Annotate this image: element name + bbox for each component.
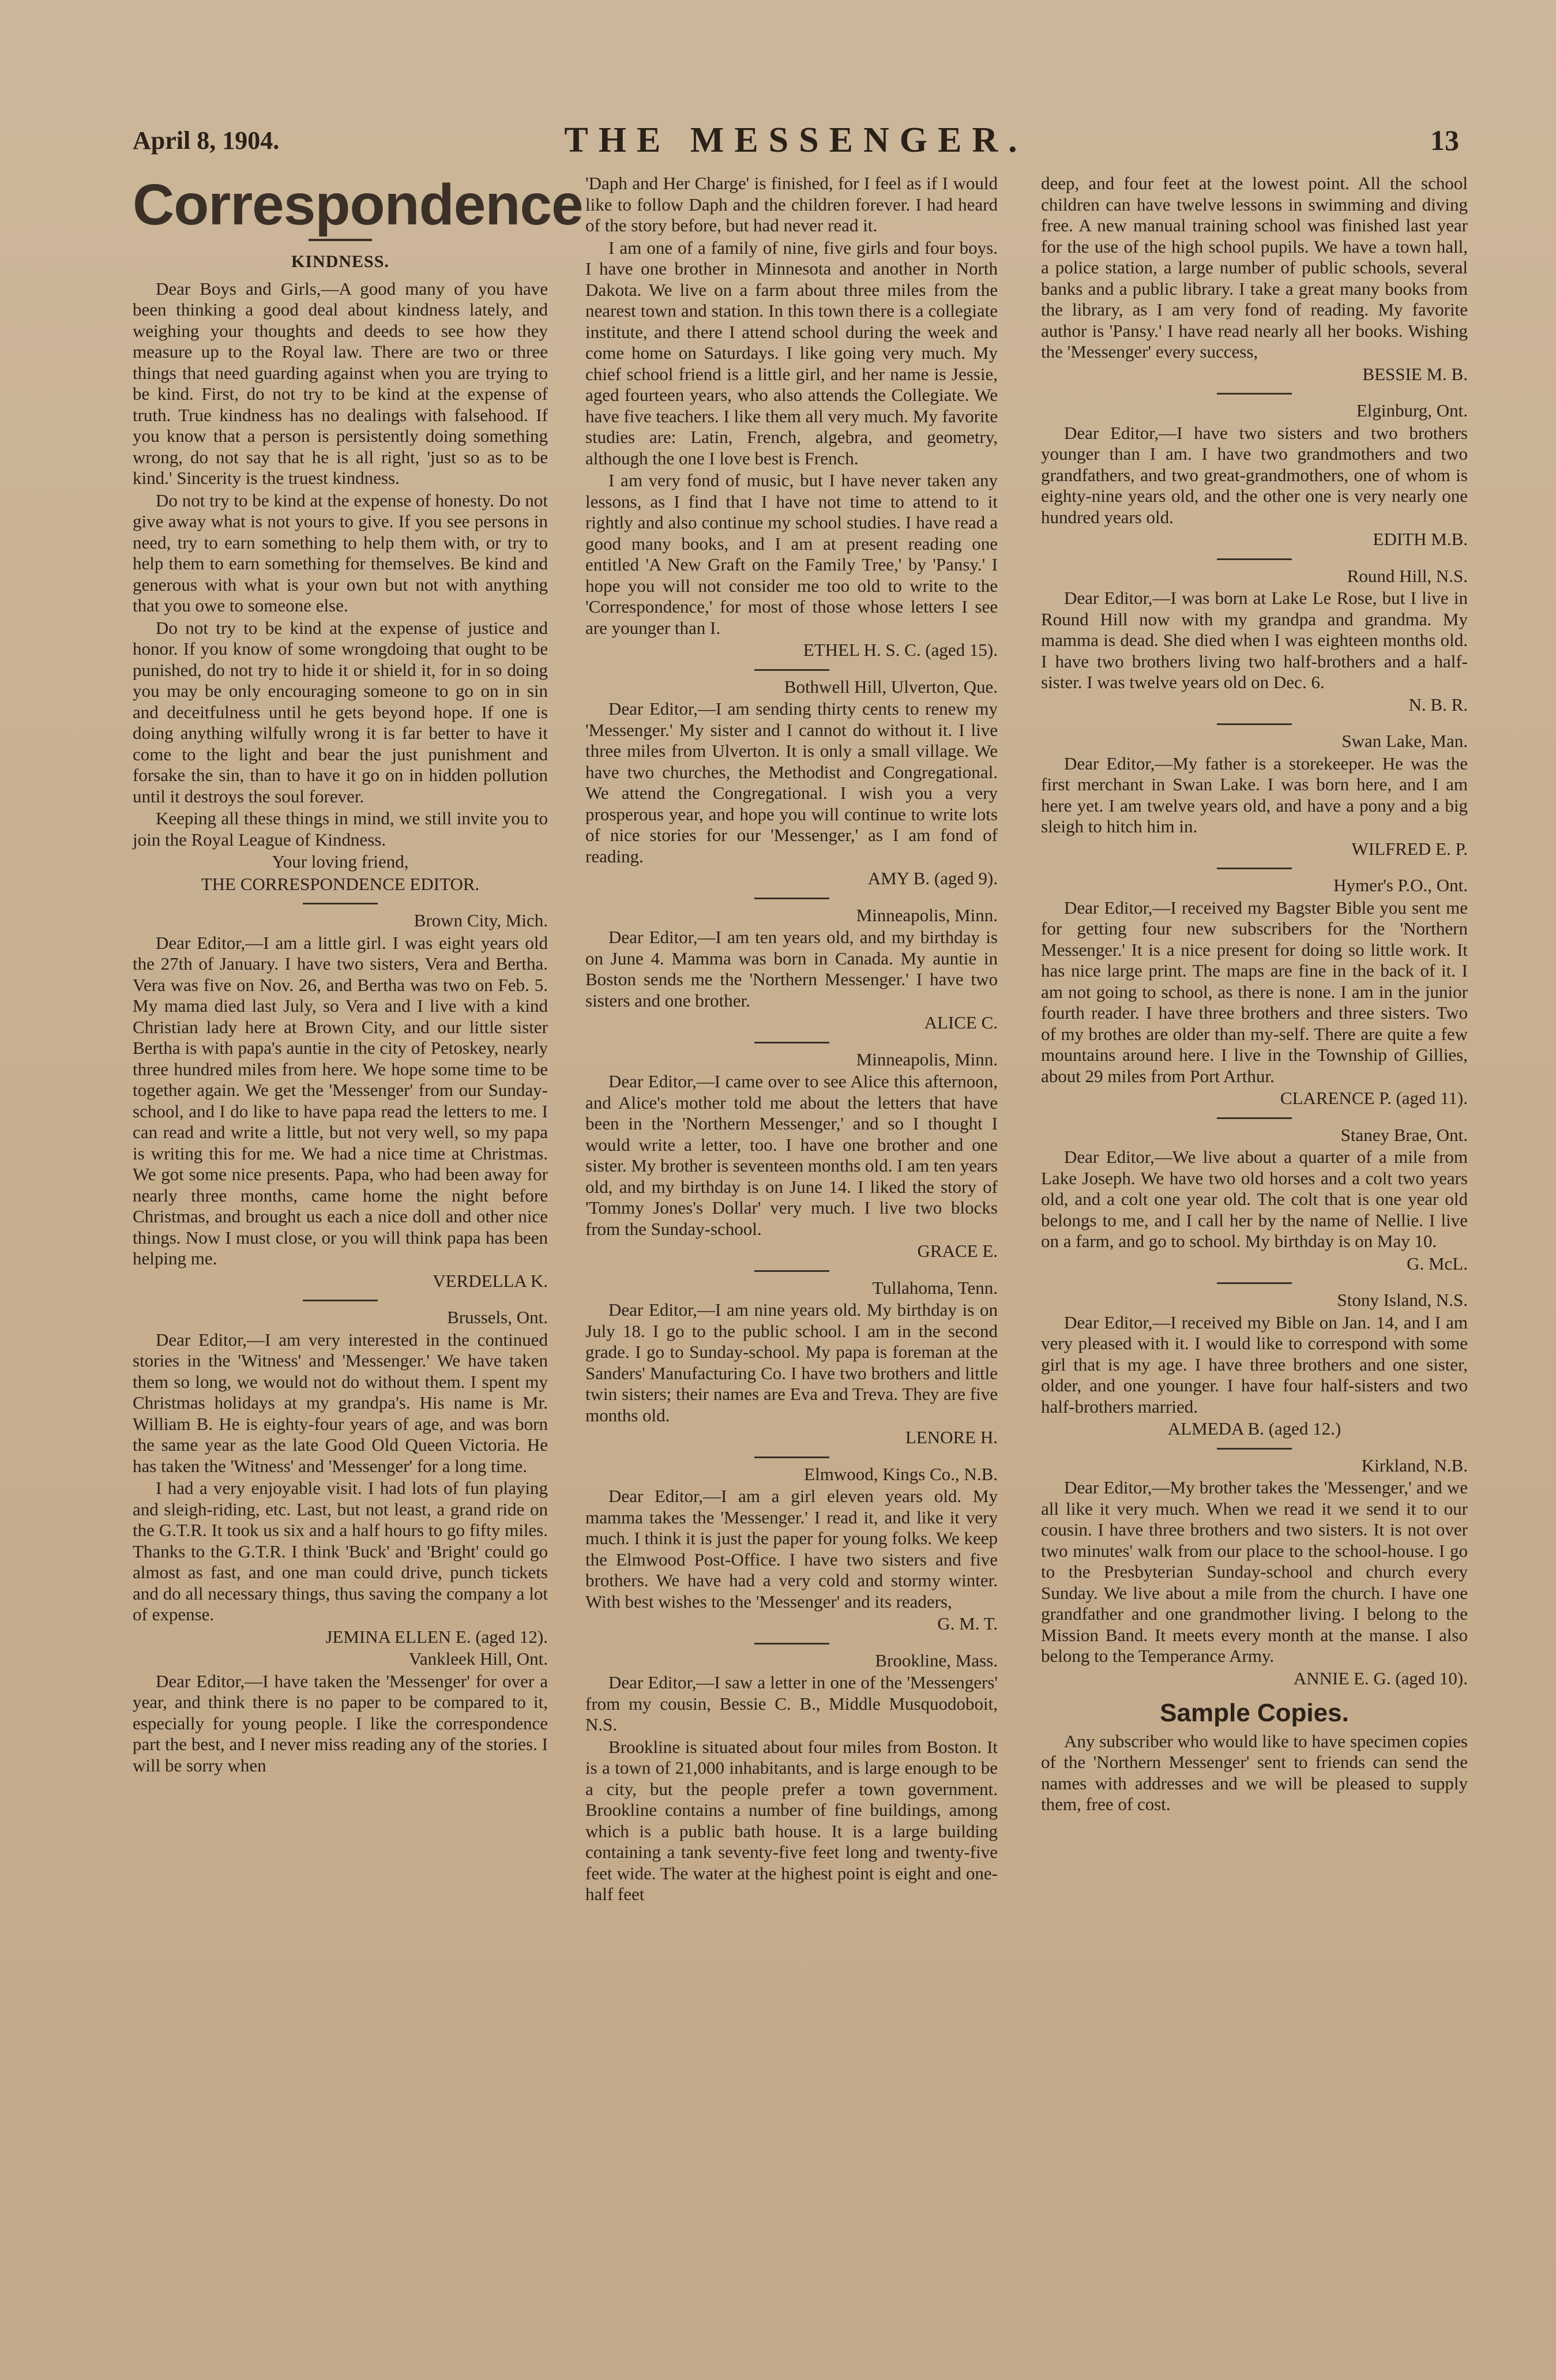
letter-place: Bothwell Hill, Ulverton, Que. [784, 676, 998, 697]
divider [303, 903, 378, 904]
letter-place: Staney Brae, Ont. [1340, 1124, 1468, 1145]
divider [1217, 1282, 1292, 1284]
letter-body: deep, and four feet at the lowest point. All the school children can have twelve lessons in swimming and diving free. A new manual training school was finished last year for the use of the high school pupils. We have a town hall, a police station, a large number of public schools, several banks and a public library. I take a great many books from the library, as I am very fond of reading. My favorite author is 'Pansy.' I have read nearly all her books. Wishing the 'Messenger' every success, [1041, 173, 1468, 362]
letter-body: Dear Editor,—I received my Bible on Jan. 14, and I am very pleased with it. I would like to correspond with some girl that is my age. I have three brothers and one sister, older, and one younger. I have four half-sisters and two half-brothers married. [1041, 1312, 1468, 1417]
letter-body: Dear Editor,—We live about a quarter of a mile from Lake Joseph. We have two old horses and a colt two years old, and a colt one year old. The colt that is one year old belongs to me, and I call her by the name of Nellie. I live on a farm, and go to school. My birthday is on May 10. [1041, 1147, 1468, 1251]
page-header [133, 120, 1459, 166]
divider [754, 1042, 829, 1043]
letter-signature: G. M. T. [937, 1613, 998, 1634]
issue-date: April 8, 1904. [133, 126, 280, 155]
letter-body: Dear Editor,—I am sending thirty cents to renew my 'Messenger.' My sister and I cannot do without it. I live three miles from Ulverton. It is only a small village. We have two churches, the Methodist and Congregational. We attend the Congregational. I wish you a very prosperous year, and hope you will continue to write lots of nice stories for our 'Messenger,' as I am fond of reading. [585, 699, 998, 866]
letter-signature: ANNIE E. G. (aged 10). [1293, 1668, 1468, 1688]
letter-body: I had a very enjoyable visit. I had lots of fun playing and sleigh-riding, etc. Last, but not least, a grand ride on the G.T.R. It took us six and a half hours to go fifty miles. Thanks to the G.T.R. I think 'Buck' and 'Bright' could go almost as fast, and one man could drive, punch tickets and do all necessary things, thus saving the company a lot of expense. [133, 1478, 548, 1624]
editorial-paragraph: Dear Boys and Girls,—A good many of you have been thinking a good deal about kindness lately, and weighing your thoughts and deeds to see how they measure up to the Royal law. There are two or three things that need guarding against when you are trying to be kind. First, do not try to be kind at the expense of truth. True kindness has no dealings with falsehood. If you know that a person is persistently doing something wrong, do not say that he is all right, 'just so as to be kind.' Sincerity is the truest kindness. [133, 278, 548, 488]
divider [303, 1300, 378, 1301]
kindness-heading: KINDNESS. [291, 252, 389, 271]
divider [1217, 558, 1292, 560]
letter-place: Swan Lake, Man. [1341, 731, 1468, 751]
divider [1217, 1117, 1292, 1119]
letter-place: Brussels, Ont. [447, 1307, 548, 1327]
letter-signature: EDITH M.B. [1373, 529, 1468, 549]
letter-body: Dear Editor,—I am ten years old, and my birthday is on June 4. Mamma was born in Canada. My auntie in Boston sends me the 'Northern Messenger.' I have two sisters and one brother. [585, 927, 998, 1011]
letter-signature: BESSIE M. B. [1362, 363, 1468, 384]
letter-body: Dear Editor,—My father is a storekeeper. He was the first merchant in Swan Lake. I was born here, and I am here yet. I am twelve years old, and have a pony and a big sleigh to hitch him in. [1041, 753, 1468, 836]
letter-signature: G. McL. [1407, 1253, 1468, 1274]
letter-signature: ALMEDA B. (aged 12.) [1167, 1418, 1341, 1439]
letter-body: Dear Editor,—I saw a letter in one of the 'Messengers' from my cousin, Bessie C. B., Middle Musquodoboit, N.S. [585, 1672, 998, 1735]
letter-place: Minneapolis, Minn. [856, 904, 998, 925]
letter-signature: JEMINA ELLEN E. (aged 12). [325, 1626, 548, 1647]
divider [1217, 868, 1292, 869]
letter-place: Minneapolis, Minn. [856, 1049, 998, 1069]
divider [754, 1643, 829, 1645]
sample-copies-notice: Any subscriber who would like to have specimen copies of the 'Northern Messenger' sent to friends can send the names with addresses and we will be pleased to supply them, free of cost. [1041, 1730, 1468, 1814]
letter-signature: N. B. R. [1408, 694, 1468, 715]
letter-body: Dear Editor,—I am very interested in the continued stories in the 'Witness' and 'Messenger.' We have taken them so long, we would not do without them. I spent my Christmas holidays at my grandpa's. His name is Mr. William B. He is eighty-four years of age, and was born the same year as the late Good Old Queen Victoria. He has taken the 'Witness' and 'Messenger' for a long time. [133, 1329, 548, 1476]
letter-place: Elmwood, Kings Co., N.B. [804, 1463, 998, 1484]
page-number: 13 [1430, 124, 1459, 156]
letter-signature: ALICE C. [924, 1012, 998, 1033]
letter-place: Brookline, Mass. [875, 1650, 998, 1670]
divider [1217, 393, 1292, 395]
title-rule [309, 239, 372, 241]
divider [754, 898, 829, 899]
letter-body: I am very fond of music, but I have never taken any lessons, as I find that I have not time to attend to it rightly and also continue my school studies. I have read a good many books, and I am at present reading one entitled 'A New Graft on the Family Tree,' by 'Pansy.' I hope you will not consider me too old to write to the 'Correspondence,' for most of those whose letters I see are younger than I. [585, 470, 998, 638]
letter-signature: CLARENCE P. (aged 11). [1280, 1088, 1468, 1108]
letter-place: Elginburg, Ont. [1356, 400, 1468, 421]
letter-body: Dear Editor,—I am a little girl. I was eight years old the 27th of January. I have two sisters, Vera and Bertha. Vera was five on Nov. 26, and Bertha was two on Feb. 5. My mama died last July, so Vera and I live with a kind Christian lady here at Brown City, and our little sister Bertha is with papa's auntie in the city of Petoskey, nearly three hundred miles from here. We hope some time to be together again. We get the 'Messenger' from our Sunday-school, and I do like to have papa read the letters to me. I can read and write a little, but not very well, so my papa is writing this for me. We had a nice time at Christmas. We got some nice presents. Papa, who had been away for nearly three months, came home the night before Christmas, and brought us each a nice doll and other nice things. Now I must close, or you will think papa has been helping me. [133, 932, 548, 1268]
letter-body: Dear Editor,—My brother takes the 'Messenger,' and we all like it very much. When we read it we send it to our cousin. I have three brothers and two sisters. It is not over two minutes' walk from our place to the school-house. I go to the Presbyterian Sunday-school and church every Sunday. We live about a mile from the church. I have one grandfather and one grandmother living. I belong to the Mission Band. It meets every month at the manse. I also belong to the Temperance Army. [1041, 1477, 1468, 1666]
letter-signature: VERDELLA K. [433, 1270, 548, 1291]
divider [754, 1456, 829, 1458]
letter-place: Tullahoma, Tenn. [872, 1277, 998, 1298]
letter-signature: LENORE H. [905, 1427, 998, 1447]
column-3 [1041, 173, 1468, 1816]
column-1 [133, 172, 583, 1777]
letter-body: Dear Editor,—I have two sisters and two brothers younger than I am. I have two grandmothers and two grandfathers, and two great-grandmothers, one of whom is eighty-nine years old, and the other one is very nearly one hundred years old. [1041, 422, 1468, 527]
letter-place: Vankleek Hill, Ont. [408, 1649, 548, 1669]
divider [1217, 1448, 1292, 1450]
divider [754, 669, 829, 671]
editorial-paragraph: Do not try to be kind at the expense of honesty. Do not give away what is not yours to give. If you see persons in need, try to earn something to help them with, or try to help them to earn something for themselves. Be kind and generous with what is your own but not with anything that you owe to someone else. [133, 490, 548, 615]
letter-place: Kirkland, N.B. [1361, 1455, 1468, 1476]
letter-signature: GRACE E. [917, 1241, 998, 1261]
letter-place: Stony Island, N.S. [1337, 1290, 1468, 1310]
divider [1217, 723, 1292, 725]
editorial-paragraph: Do not try to be kind at the expense of justice and honor. If you know of some wrongdoing that ought to be punished, do not try to hide it or shield it, for in so doing you may be only encouraging someone to go on in sin and deceitfulness until he gets beyond hope. If one is doing anything wilfully wrong it is far better to have it come to the light and bear the just punishment and forsake the sin, than to have it go on in hidden pollution until it destroys the soul forever. [133, 617, 548, 806]
letter-body: Dear Editor,—I was born at Lake Le Rose, but I live in Round Hill now with my grandpa and grandma. My mamma is dead. She died when I was eighteen months old. I have two brothers living two half-brothers and a half-sister. I was twelve years old on Dec. 6. [1041, 588, 1468, 692]
divider [754, 1270, 829, 1272]
letter-place: Hymer's P.O., Ont. [1333, 875, 1468, 895]
letter-body: Dear Editor,—I am nine years old. My birthday is on July 18. I go to the public school. I am in the second grade. I go to Sunday-school. My papa is foreman at the Sanders' Manufacturing Co. I have two brothers and little twin sisters; their names are Eva and Treva. They are five months old. [585, 1300, 998, 1425]
sample-copies-heading: Sample Copies. [1160, 1699, 1349, 1727]
letter-body: Dear Editor,—I have taken the 'Messenger' for over a year, and think there is no paper to be compared to it, especially for young people. I like the correspondence part the best, and I never miss reading any of the stories. I will be sorry when [133, 1670, 548, 1775]
letter-body: Dear Editor,—I am a girl eleven years old. My mamma takes the 'Messenger.' I read it, and like it very much. I think it is just the paper for young folks. We keep the Elmwood Post-Office. I have two sisters and five brothers. We have had a very cold and stormy winter. With best wishes to the 'Messenger' and its readers, [585, 1486, 998, 1612]
letter-body: Brookline is situated about four miles from Boston. It is a town of 21,000 inhabitants, and is large enough to be a city, but the people prefer a town government. Brookline contains a number of fine buildings, among which is a public bath house. It is a large building containing a tank seventy-five feet long and twenty-five feet wide. The water at the highest point is eight and one-half feet [585, 1736, 998, 1904]
letter-place: Round Hill, N.S. [1347, 565, 1468, 586]
letter-signature: ETHEL H. S. C. (aged 15). [803, 640, 998, 660]
letter-signature: AMY B. (aged 9). [867, 868, 998, 888]
column-2 [585, 173, 998, 1906]
letter-body: Dear Editor,—I received my Bagster Bible you sent me for getting four new subscribers for the 'Northern Messenger.' It is a nice present for doing so little work. It has nice large print. The maps are fine in the back of it. I am not going to school, as there is none. I am in the junior fourth reader. I have three brothers and three sisters. Two of my brothes are older than my-self. There are quite a few mountains around here. I live in the Township of Gillies, about 29 miles from Port Arthur. [1041, 897, 1468, 1086]
editorial-closing: Your loving friend, [272, 851, 409, 872]
editorial-paragraph: Keeping all these things in mind, we still invite you to join the Royal League of Kindness. [133, 808, 548, 850]
letter-body: Dear Editor,—I came over to see Alice this afternoon, and Alice's mother told me about the letters that have been in the 'Northern Messenger,' and so I thought I would write a letter, too. I have one brother and one sister. My brother is seventeen months old. I am ten years old, and my birthday is on June 14. I liked the story of 'Tommy Jones's Dollar' very much. I live two blocks from the Sunday-school. [585, 1071, 998, 1239]
masthead: THE MESSENGER. [564, 121, 1028, 160]
letter-body: I am one of a family of nine, five girls and four boys. I have one brother in Minnesota and another in North Dakota. We live on a farm about three miles from the nearest town and station. In this town there is a collegiate institute, and there I attend school during the week and come home on Saturdays. I like going very much. My chief school friend is a little girl, and her name is Jessie, aged fourteen years, who also attends the Collegiate. We have five teachers. I like them all very much. My favorite studies are: Latin, French, algebra, and geometry, although the one I love best is French. [585, 237, 998, 468]
editorial-signature: THE CORRESPONDENCE EDITOR. [201, 873, 480, 894]
letter-body: 'Daph and Her Charge' is finished, for I feel as if I would like to follow Daph and the children forever. I had heard of the story before, but had never read it. [585, 173, 998, 235]
letter-place: Brown City, Mich. [414, 910, 548, 930]
section-title: Correspondence [133, 172, 583, 237]
letter-signature: WILFRED E. P. [1351, 838, 1468, 859]
